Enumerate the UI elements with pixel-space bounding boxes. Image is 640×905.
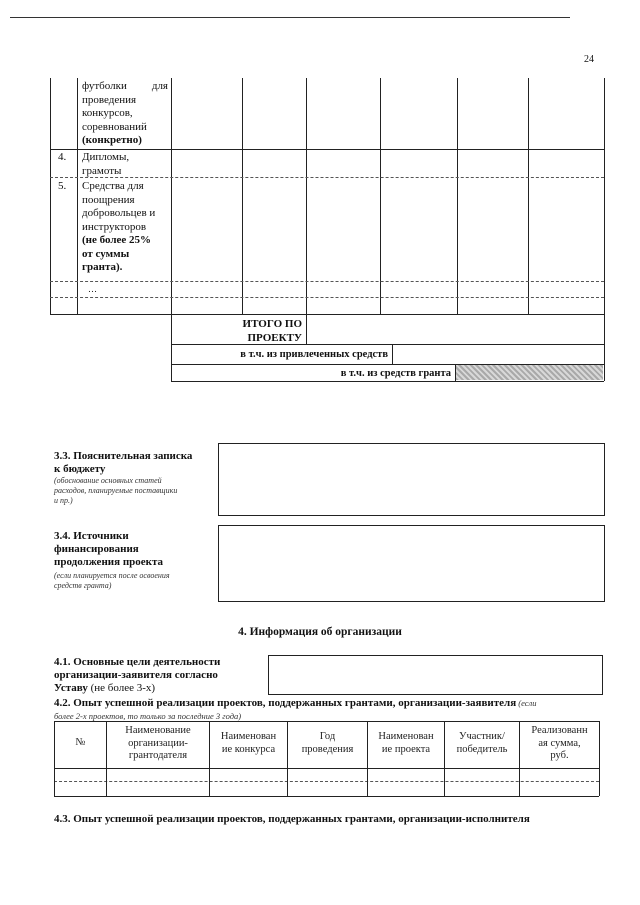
column-header-text: победитель xyxy=(456,743,508,755)
table-col-line xyxy=(171,78,172,381)
cell-text: Средства для xyxy=(82,180,144,192)
column-header-project xyxy=(368,731,444,756)
section-title: организации-заявителя согласно xyxy=(54,669,218,681)
row-number: 5. xyxy=(58,180,67,192)
column-header-text: Наименован xyxy=(220,731,277,742)
column-header-text: № xyxy=(75,737,86,748)
organization-goals-field[interactable] xyxy=(268,655,603,695)
cell-text: грамоты xyxy=(82,164,122,177)
cell-text: проведения xyxy=(82,93,137,106)
funding-sources-field[interactable] xyxy=(218,525,605,602)
section-title: к бюджету xyxy=(54,463,106,475)
cell-text: соревнований xyxy=(82,120,147,133)
cell-text: добровольцев и xyxy=(82,207,156,219)
section-note: (если xyxy=(516,698,537,708)
table-col-line xyxy=(392,344,393,364)
section-4-3-title: 4.3. Опыт успешной реализации проектов, поддержанных грантами, организации-исполнителя xyxy=(54,813,530,825)
table-col-line xyxy=(77,78,78,314)
table-row xyxy=(82,151,168,178)
cell-text: футболки для xyxy=(82,80,168,92)
table-row-line xyxy=(54,768,599,769)
column-header-amount xyxy=(520,725,599,763)
cell-text: конкурсов, xyxy=(82,107,133,119)
section-title: 3.3. Пояснительная записка xyxy=(54,450,193,462)
section-note: расходов, планируемые поставщики xyxy=(54,486,178,495)
table-row-line xyxy=(50,314,604,315)
section-4-heading: 4. Информация об организации xyxy=(238,626,402,638)
section-note: (если планируется после освоения xyxy=(54,571,170,580)
column-header-text: Участник/ xyxy=(459,731,505,742)
column-header-contest xyxy=(210,731,287,756)
attracted-funds-label: в т.ч. из привлеченных средств xyxy=(240,349,388,360)
table-col-line xyxy=(380,78,381,314)
cell-text: инструкторов xyxy=(82,220,147,233)
section-title: продолжения проекта xyxy=(54,556,164,568)
table-row-line xyxy=(171,381,604,382)
total-label-line: ИТОГО ПО xyxy=(242,318,302,330)
section-4-2-note: более 2-х проектов, то только за последние 3 года) xyxy=(54,711,242,721)
table-row-line xyxy=(50,281,604,282)
table-col-line xyxy=(599,721,600,796)
column-header-text: Наименован xyxy=(378,731,434,742)
grant-funds-label: в т.ч. из средств гранта xyxy=(340,368,451,379)
section-title: 4.2. Опыт успешной реализации проектов, поддержанных грантами, организации-заявителя xyxy=(54,697,517,709)
column-header-text: Наименование xyxy=(125,725,191,736)
section-note: средств гранта) xyxy=(54,581,112,590)
table-col-line xyxy=(54,721,55,796)
table-row xyxy=(82,80,168,148)
section-note: (обоснование основных статей xyxy=(54,476,162,485)
table-border-right xyxy=(604,78,605,381)
column-header-text: ая сумма, xyxy=(538,737,581,749)
column-header-text: Реализованн xyxy=(531,725,588,736)
table-col-line xyxy=(306,78,307,344)
column-header-number xyxy=(55,737,106,750)
cell-text: Дипломы, xyxy=(82,151,130,163)
section-4-1-label xyxy=(54,656,269,695)
section-3-3-label xyxy=(54,450,214,506)
section-title: 3.4. Источники xyxy=(54,530,129,542)
column-header-text: организации- xyxy=(128,737,188,749)
section-3-4-label xyxy=(54,530,214,591)
page-number: 24 xyxy=(584,54,594,65)
table-row-line xyxy=(54,796,599,797)
cell-text: поощрения xyxy=(82,193,135,206)
column-header-text: руб. xyxy=(550,750,569,761)
table-row-line xyxy=(50,297,604,298)
column-header-text: проведения xyxy=(301,743,354,755)
column-header-participant xyxy=(445,731,519,756)
explanatory-note-field[interactable] xyxy=(218,443,605,516)
row-number: 4. xyxy=(58,151,67,163)
top-rule xyxy=(10,17,570,18)
section-title xyxy=(54,682,269,695)
column-header-text: Год xyxy=(319,731,336,742)
column-header-text: ие конкурса xyxy=(221,743,276,755)
grant-amount-shaded-cell xyxy=(456,365,603,380)
column-header-grantor xyxy=(107,725,209,763)
table-col-line xyxy=(457,78,458,314)
column-header-year xyxy=(288,731,367,756)
column-header-text: грантодателя xyxy=(128,750,188,761)
column-header-text: ие проекта xyxy=(381,743,431,755)
total-label-line: ПРОЕКТУ xyxy=(247,331,302,344)
section-title: финансирования xyxy=(54,543,139,555)
table-row-line xyxy=(50,149,604,150)
total-label xyxy=(174,318,302,345)
cell-text: (не более 25% xyxy=(82,234,152,246)
section-4-2-title xyxy=(54,697,624,710)
table-border-left xyxy=(50,78,51,314)
cell-text: (конкретно) xyxy=(82,134,142,146)
cell-text: гранта). xyxy=(82,261,123,273)
section-title-bold: Уставу xyxy=(54,682,88,694)
section-title-rest: (не более 3-х) xyxy=(87,682,156,694)
table-row-line xyxy=(54,721,599,722)
cell-text: от суммы xyxy=(82,247,130,260)
ellipsis-row: … xyxy=(88,284,97,294)
table-row-line xyxy=(54,781,599,782)
table-col-line xyxy=(242,78,243,314)
table-row xyxy=(82,180,170,275)
section-note: и пр.) xyxy=(54,496,73,505)
table-col-line xyxy=(528,78,529,314)
section-title: 4.1. Основные цели деятельности xyxy=(54,656,221,668)
